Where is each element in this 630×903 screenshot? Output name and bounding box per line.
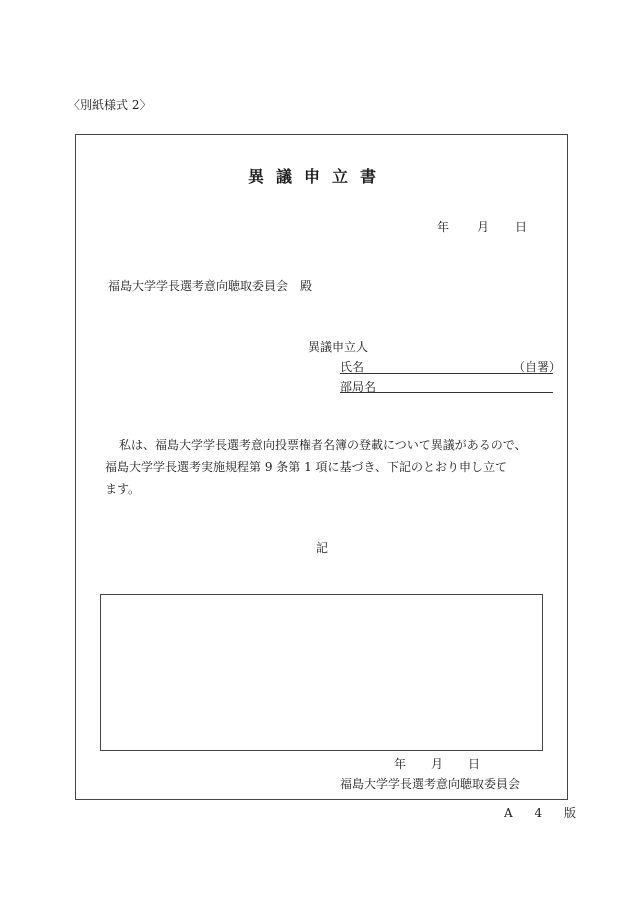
statement-line-1: 私は、福島大学学長選考意向投票権者名簿の登載について異議があるので、 — [119, 438, 527, 452]
committee-name: 福島大学学長選考意向聴取委員会 — [340, 777, 521, 791]
signature-note: （自署） — [513, 360, 562, 374]
date-bottom-day: 日 — [468, 757, 481, 771]
date-top-year: 年 — [437, 220, 450, 234]
date-top-month: 月 — [477, 220, 490, 234]
applicant-heading: 異議申立人 — [308, 340, 369, 354]
statement-line-3: ます。 — [105, 482, 141, 496]
statement-line-2: 福島大学学長選考実施規程第 9 条第 1 項に基づき、下記のとおり申し立て — [105, 460, 508, 474]
ki-heading: 記 — [316, 541, 329, 555]
department-label: 部局名 — [340, 380, 377, 394]
paper-size — [504, 804, 576, 821]
date-bottom-month: 月 — [431, 757, 444, 771]
details-box[interactable] — [100, 594, 543, 751]
statement-body — [105, 434, 557, 500]
date-top-day: 日 — [515, 220, 528, 234]
date-bottom-year: 年 — [394, 757, 407, 771]
addressee: 福島大学学長選考意向聴取委員会 殿 — [108, 279, 313, 293]
paper-size-letter: A — [504, 806, 513, 820]
paper-size-suffix: 版 — [563, 806, 576, 820]
name-label: 氏名 — [340, 360, 365, 374]
paper-size-number: 4 — [534, 806, 543, 820]
form-label: 〈別紙様式 2〉 — [68, 98, 152, 112]
document-title: 異議申立書 — [248, 167, 389, 186]
name-field-line[interactable] — [340, 373, 553, 374]
department-field-line[interactable] — [340, 392, 553, 393]
